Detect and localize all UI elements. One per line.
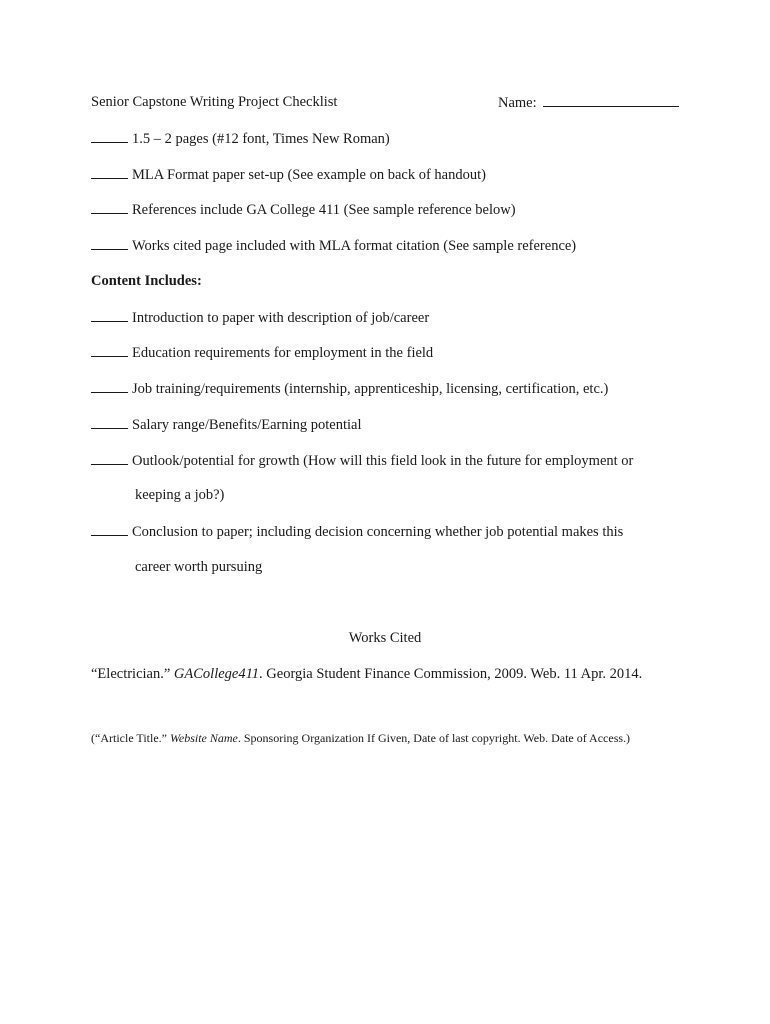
works-cited-citation <box>91 665 642 683</box>
citation-details: . Georgia Student Finance Commission, 2009. Web. 11 Apr. 2014. <box>259 666 643 682</box>
template-title: (“Article Title.” <box>91 731 167 745</box>
checklist-item-works-cited <box>91 236 576 255</box>
check-blank[interactable] <box>91 451 128 465</box>
name-label: Name: <box>498 95 537 111</box>
name-blank-line[interactable] <box>543 93 679 107</box>
citation-site: GACollege411 <box>173 666 260 682</box>
content-heading: Content Includes: <box>91 273 202 289</box>
check-blank[interactable] <box>91 165 128 179</box>
content-item-label: Job training/requirements (internship, apprenticeship, licensing, certification, etc.) <box>132 381 609 397</box>
check-blank[interactable] <box>91 200 128 214</box>
name-field[interactable] <box>498 93 679 112</box>
content-item-salary <box>91 415 362 434</box>
citation-template <box>91 729 630 747</box>
check-blank[interactable] <box>91 415 128 429</box>
content-item-job-training <box>91 379 608 398</box>
content-item-label: Education requirements for employment in the field <box>132 345 434 361</box>
content-item-education <box>91 343 433 362</box>
check-blank[interactable] <box>91 343 128 357</box>
page-title: Senior Capstone Writing Project Checklist <box>91 94 338 110</box>
checklist-item-label: MLA Format paper set-up (See example on back of handout) <box>132 167 486 183</box>
checklist-item-references <box>91 200 516 219</box>
content-item-label: Conclusion to paper; including decision concerning whether job potential makes this <box>132 524 624 540</box>
check-blank[interactable] <box>91 308 128 322</box>
template-details: . Sponsoring Organization If Given, Date of last copyright. Web. Date of Access.) <box>237 731 631 745</box>
checklist-item-mla-format <box>91 165 486 184</box>
content-item-introduction <box>91 308 429 327</box>
check-blank[interactable] <box>91 522 128 536</box>
check-blank[interactable] <box>91 129 128 143</box>
content-item-outlook-continued: keeping a job?) <box>135 487 225 503</box>
check-blank[interactable] <box>91 379 128 393</box>
content-item-conclusion-continued: career worth pursuing <box>135 559 263 575</box>
content-item-conclusion <box>91 522 623 541</box>
check-blank[interactable] <box>91 236 128 250</box>
checklist-item-label: Works cited page included with MLA format citation (See sample reference) <box>132 238 577 254</box>
content-item-outlook <box>91 451 633 470</box>
content-item-label: Introduction to paper with description of job/career <box>132 310 430 326</box>
checklist-item-pages <box>91 129 390 148</box>
content-item-label: Salary range/Benefits/Earning potential <box>132 417 362 433</box>
works-cited-heading: Works Cited <box>348 630 422 646</box>
checklist-item-label: 1.5 – 2 pages (#12 font, Times New Roman) <box>132 131 390 147</box>
checklist-item-label: References include GA College 411 (See sample reference below) <box>132 202 516 218</box>
citation-title: “Electrician.” <box>91 666 171 682</box>
content-item-label: Outlook/potential for growth (How will this field look in the future for employment or <box>132 453 634 469</box>
template-site: Website Name <box>169 731 238 745</box>
